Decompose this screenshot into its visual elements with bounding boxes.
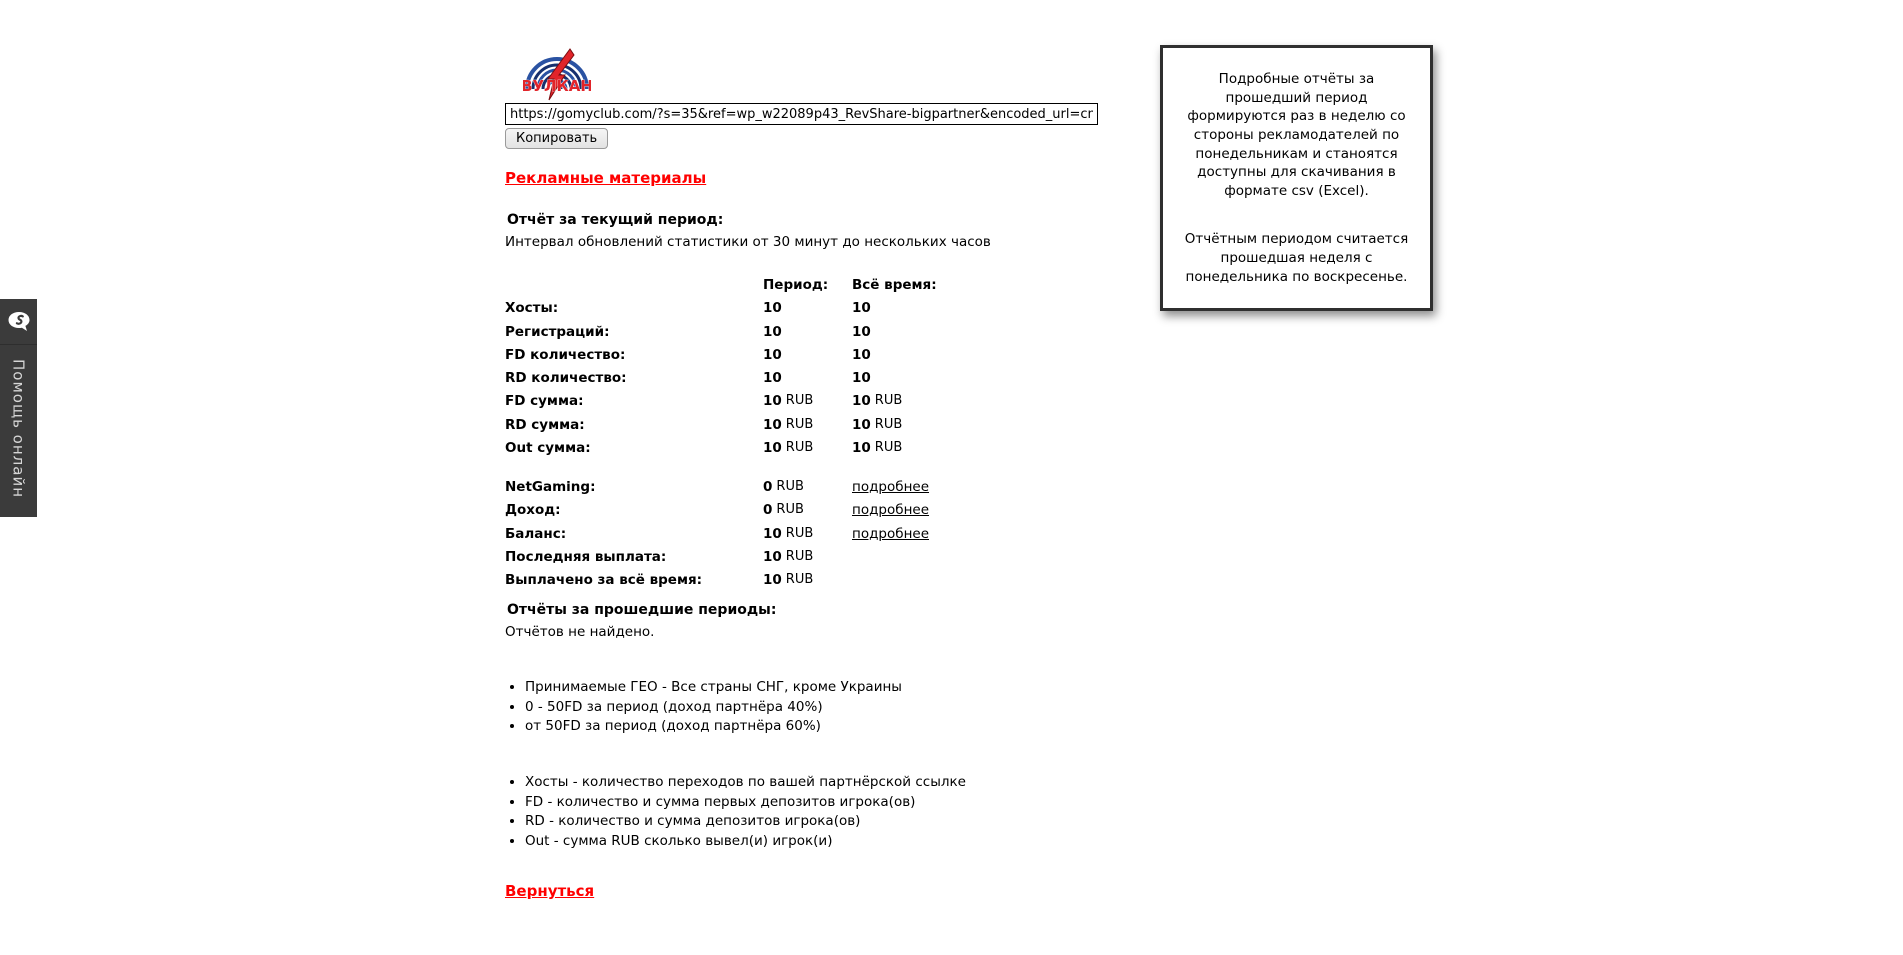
stat-period-value: 10 xyxy=(763,300,782,317)
column-header-alltime: Всё время: xyxy=(852,277,937,293)
stat-period-value: 10 xyxy=(763,370,782,387)
current-period-heading: Отчёт за текущий период: xyxy=(507,212,724,228)
table-corner xyxy=(505,277,763,300)
finance-table xyxy=(505,479,1015,595)
list-item: • Out - сумма RUB сколько вывел(и) игрок(и) xyxy=(525,832,966,852)
info-paragraph-1: Подробные отчёты за прошедший период формируются раз в неделю со стороны рекламодателей по понедельникам и станоятся доступны для скачивания в формате csv (Excel). xyxy=(1187,71,1406,199)
details-link[interactable]: подробнее xyxy=(852,479,930,495)
finance-value: 0 RUB xyxy=(763,502,804,519)
logo-text: ВУЛКАН xyxy=(523,77,591,95)
finance-row-label: Баланс: xyxy=(505,525,567,542)
stat-row-label: RD количество: xyxy=(505,370,627,387)
finance-value: 10 RUB xyxy=(763,572,814,589)
advertising-materials-link[interactable]: Рекламные материалы xyxy=(505,169,707,187)
stat-alltime-value: 10 RUB xyxy=(852,393,903,410)
list-item: • 0 - 50FD за период (доход партнёра 40%) xyxy=(525,698,902,718)
chat-icon-box[interactable] xyxy=(0,299,37,345)
past-reports-empty-text: Отчётов не найдено. xyxy=(505,624,655,640)
past-reports-heading: Отчёты за прошедшие периоды: xyxy=(507,602,777,618)
chat-widget-label: Помощь онлайн xyxy=(9,359,28,499)
column-header-period: Период: xyxy=(763,277,829,293)
vulkan-logo xyxy=(523,45,591,101)
stat-period-value: 10 xyxy=(763,346,782,363)
stats-table xyxy=(505,277,1015,463)
stat-period-value: 10 RUB xyxy=(763,440,814,457)
finance-link-cell xyxy=(852,502,1012,525)
stat-alltime-value: 10 RUB xyxy=(852,440,903,457)
stat-period-value: 10 xyxy=(763,323,782,340)
stat-alltime-value: 10 RUB xyxy=(852,416,903,433)
stat-alltime-value: 10 xyxy=(852,370,871,387)
stat-alltime-value: 10 xyxy=(852,346,871,363)
back-link[interactable]: Вернуться xyxy=(505,882,595,900)
list-item: • Принимаемые ГЕО - Все страны СНГ, кроме Украины xyxy=(525,678,902,698)
stat-alltime-value: 10 xyxy=(852,323,871,340)
finance-row-label: NetGaming: xyxy=(505,479,596,495)
details-link[interactable]: подробнее xyxy=(852,502,930,519)
finance-link-cell xyxy=(852,549,1012,572)
finance-value: 10 RUB xyxy=(763,548,814,565)
online-help-widget[interactable] xyxy=(0,299,37,517)
list-item: • FD - количество и сумма первых депозитов игрока(ов) xyxy=(525,793,966,813)
terms-list xyxy=(505,678,902,737)
list-item: • Хосты - количество переходов по вашей партнёрской ссылке xyxy=(525,773,966,793)
stat-alltime-value: 10 xyxy=(852,300,871,317)
finance-link-cell xyxy=(852,572,1012,595)
glossary-list xyxy=(505,773,966,851)
finance-link-cell xyxy=(852,479,1012,502)
finance-value: 10 RUB xyxy=(763,525,814,542)
list-item: • от 50FD за период (доход партнёра 60%) xyxy=(525,717,902,737)
info-paragraph-2: Отчётным периодом считается прошедшая неделя с понедельника по воскресенье. xyxy=(1184,231,1409,285)
finance-value: 0 RUB xyxy=(763,479,804,495)
finance-row-label: Последняя выплата: xyxy=(505,548,667,565)
list-item: • RD - количество и сумма депозитов игрока(ов) xyxy=(525,812,966,832)
finance-link-cell xyxy=(852,526,1012,549)
stat-row-label: Хосты: xyxy=(505,300,559,317)
finance-row-label: Выплачено за всё время: xyxy=(505,572,703,589)
stat-row-label: FD сумма: xyxy=(505,393,584,410)
stat-row-label: Out сумма: xyxy=(505,440,591,457)
chat-bubble-icon xyxy=(7,311,31,333)
copy-button[interactable]: Копировать xyxy=(505,128,608,149)
update-interval-note: Интервал обновлений статистики от 30 минут до нескольких часов xyxy=(505,234,991,250)
referral-url-input[interactable] xyxy=(505,103,1098,125)
stat-row-label: Регистраций: xyxy=(505,323,610,340)
weekly-reports-info-box xyxy=(1160,45,1433,311)
chat-label-box xyxy=(0,345,37,516)
stat-period-value: 10 RUB xyxy=(763,416,814,433)
stat-period-value: 10 RUB xyxy=(763,393,814,410)
details-link[interactable]: подробнее xyxy=(852,525,930,542)
stat-row-label: FD количество: xyxy=(505,346,626,363)
finance-row-label: Доход: xyxy=(505,502,561,519)
stat-row-label: RD сумма: xyxy=(505,416,585,433)
